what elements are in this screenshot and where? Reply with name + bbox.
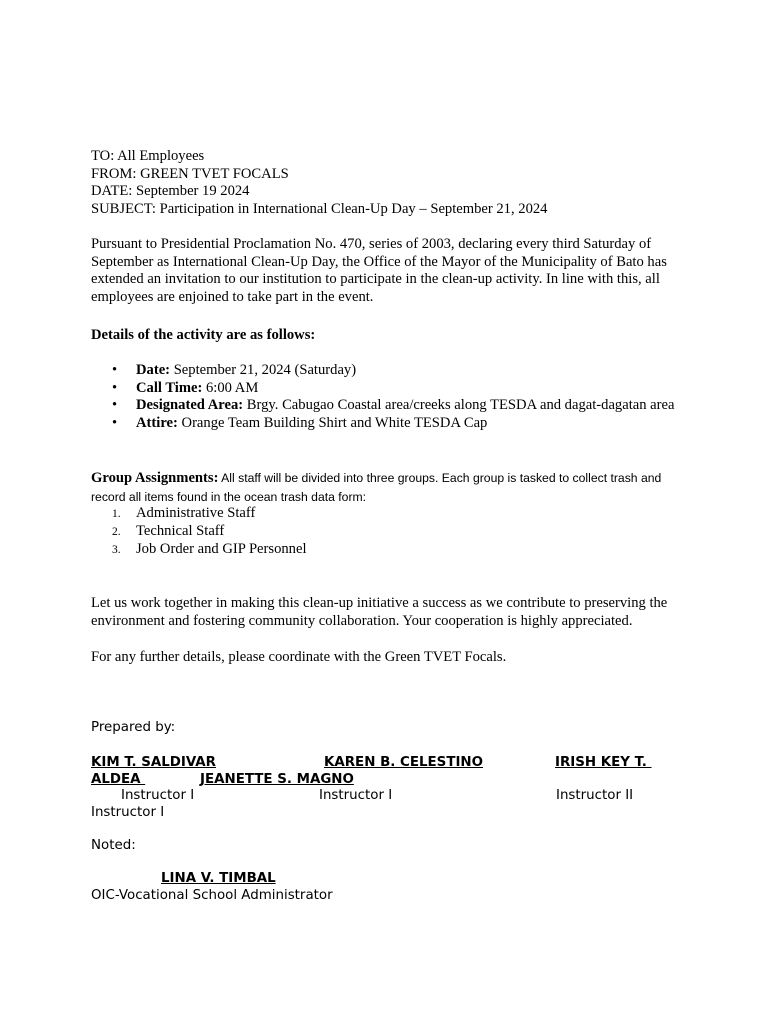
group-list: [112, 505, 307, 559]
signatory-name: KIM T. SALDIVAR: [91, 755, 216, 770]
list-item: [112, 397, 696, 415]
bullet-icon: •: [112, 414, 118, 431]
list-item: [112, 362, 696, 380]
list-item: [112, 523, 307, 541]
closing-paragraph: [91, 595, 681, 630]
detail-value: Orange Team Building Shirt and White TESDA Cap: [177, 414, 488, 431]
detail-label: Designated Area:: [136, 397, 244, 414]
group-name: Administrative Staff: [136, 505, 256, 521]
group-name: Technical Staff: [136, 523, 225, 539]
list-number: 1.: [112, 508, 121, 520]
signatory-position: Instructor I: [121, 788, 195, 803]
group-assignments-text: All staff will be divided into three groups. Each group is tasked to collect trash and record all items found in the ocean trash data form:: [91, 471, 662, 504]
list-number: 3.: [112, 544, 121, 556]
memo-to: TO: All Employees: [91, 148, 205, 164]
noted-label: Noted:: [91, 838, 136, 853]
memo-from: FROM: GREEN TVET FOCALS: [91, 165, 289, 182]
detail-value: Brgy. Cabugao Coastal area/creeks along TESDA and dagat-dagatan area: [243, 397, 675, 414]
intro-paragraph: [91, 236, 681, 306]
memo-subject: SUBJECT: Participation in International Clean-Up Day – September 21, 2024: [91, 200, 548, 217]
signatory-position: Instructor I: [319, 788, 393, 803]
intro-paragraph-text: Pursuant to Presidential Proclamation No. 470, series of 2003, declaring every third Saturday of September as International Clean-Up Day, the Office of the Mayor of the Municipality of Bato has extended an invitation to our institution to participate in the clean-up activity. In line with this, all employees are enjoined to take part in the event.: [91, 236, 667, 305]
signatory-name: JEANETTE S. MAGNO: [200, 771, 354, 787]
prepared-by-label: Prepared by:: [91, 720, 176, 735]
signatory-position: Instructor I: [91, 804, 165, 820]
detail-label: Attire:: [136, 414, 178, 431]
signatory-position: Instructor II: [556, 788, 634, 803]
list-item: [112, 414, 696, 433]
bullet-icon: •: [112, 379, 118, 396]
details-heading: Details of the activity are as follows:: [91, 327, 316, 343]
detail-value: 6:00 AM: [202, 379, 259, 396]
group-name: Job Order and GIP Personnel: [136, 541, 307, 557]
group-assignments: [91, 469, 676, 506]
list-number: 2.: [112, 526, 121, 538]
bullet-icon: •: [112, 397, 118, 414]
details-list: [112, 362, 696, 432]
noted-name: LINA V. TIMBAL: [161, 871, 276, 886]
signatory-name: IRISH KEY T.: [555, 755, 652, 770]
list-item: [112, 379, 696, 398]
detail-label: Date:: [136, 362, 171, 378]
noted-position: OIC-Vocational School Administrator: [91, 887, 333, 903]
signatory-name: KAREN B. CELESTINO: [324, 755, 484, 770]
list-item: [112, 505, 307, 523]
contact-paragraph: For any further details, please coordinate with the Green TVET Focals.: [91, 649, 507, 665]
detail-label: Call Time:: [136, 379, 203, 396]
memo-date: DATE: September 19 2024: [91, 183, 250, 199]
detail-value: September 21, 2024 (Saturday): [170, 362, 357, 378]
signatory-name: ALDEA: [91, 771, 146, 787]
closing-paragraph-text: Let us work together in making this clean-up initiative a success as we contribute to preserving the environment and fostering community collaboration. Your cooperation is highly appreciated.: [91, 595, 668, 629]
list-item: [112, 541, 307, 559]
group-assignments-label: Group Assignments:: [91, 470, 219, 486]
bullet-icon: •: [112, 362, 118, 378]
